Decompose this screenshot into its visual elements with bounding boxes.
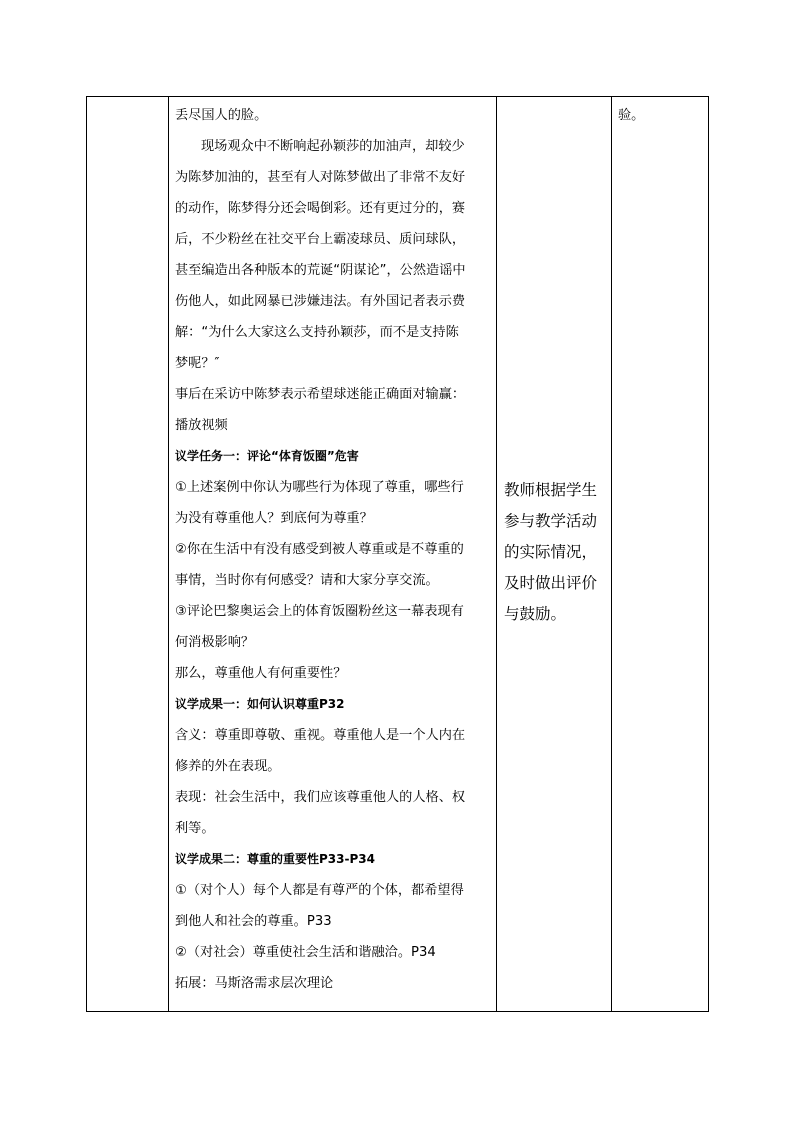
content-line: ①（对个人）每个人都是有尊严的个体，都希望得: [175, 883, 464, 898]
content-line: 为没有尊重他人？到底何为尊重？: [175, 511, 373, 526]
teaching-content-cell: [169, 97, 497, 1012]
content-line: 为陈梦加油的，甚至有人对陈梦做出了非常不友好: [175, 170, 466, 185]
content-line: ①上述案例中你认为哪些行为体现了尊重，哪些行: [175, 480, 464, 495]
design-intent-cell: [612, 97, 709, 1012]
content-line: 甚至编造出各种版本的荒诞“阴谋论”，公然造谣中: [175, 263, 466, 278]
content-line: 含义：尊重即尊敬、重视。尊重他人是一个人内在: [175, 728, 466, 743]
evaluation-text: [497, 97, 611, 630]
content-line: 表现：社会生活中，我们应该尊重他人的人格、权: [175, 790, 466, 805]
content-line: 何消极影响？: [175, 635, 255, 650]
content-line: 的动作，陈梦得分还会喝倒彩。还有更过分的，赛: [175, 201, 466, 216]
design-intent-text: [612, 97, 708, 131]
content-line: 丢尽国人的脸。: [175, 108, 268, 123]
content-line: 后，不少粉丝在社交平台上霸凌球员、质问球队，: [175, 232, 466, 247]
section-heading: 议学任务一：评论“体育饭圈”危害: [175, 449, 359, 463]
content-line: 伤他人，如此网暴已涉嫌违法。有外国记者表示费: [175, 294, 466, 309]
section-heading: 议学成果一：如何认识尊重P32: [175, 697, 345, 711]
empty-first-column-cell: [87, 97, 169, 1012]
lesson-plan-table: [86, 96, 709, 1012]
content-line: ②（对社会）尊重使社会生活和谐融洽。P34: [175, 945, 436, 960]
evaluation-line: 及时做出评价: [504, 574, 598, 592]
content-line: 利等。: [175, 821, 215, 836]
content-line: 到他人和社会的尊重。P33: [175, 914, 332, 929]
section-heading: 议学成果二：尊重的重要性P33-P34: [175, 852, 375, 866]
evaluation-line: 教师根据学生: [504, 481, 598, 499]
evaluation-line: 的实际情况，: [504, 543, 598, 561]
content-line: 事后在采访中陈梦表示希望球迷能正确面对输赢：: [175, 387, 466, 402]
content-line: 事情，当时你有何感受？请和大家分享交流。: [175, 573, 439, 588]
evaluation-cell: [497, 97, 612, 1012]
table-row: [87, 97, 709, 1012]
content-line: 修养的外在表现。: [175, 759, 281, 774]
evaluation-line: 参与教学活动: [504, 512, 598, 530]
content-line: 拓展：马斯洛需求层次理论: [175, 976, 334, 991]
content-line: 现场观众中不断响起孙颖莎的加油声，却较少: [201, 139, 465, 154]
content-line: 那么，尊重他人有何重要性？: [175, 666, 347, 681]
teaching-content: [169, 97, 496, 999]
content-line: ②你在生活中有没有感受到被人尊重或是不尊重的: [175, 542, 464, 557]
content-line: 播放视频: [175, 418, 228, 433]
design-intent-line: 验。: [618, 108, 645, 123]
content-line: 梦呢？″: [175, 356, 220, 371]
content-line: 解：“为什么大家这么支持孙颖莎，而不是支持陈: [175, 325, 459, 340]
content-line: ③评论巴黎奥运会上的体育饭圈粉丝这一幕表现有: [175, 604, 464, 619]
evaluation-line: 与鼓励。: [504, 605, 567, 623]
